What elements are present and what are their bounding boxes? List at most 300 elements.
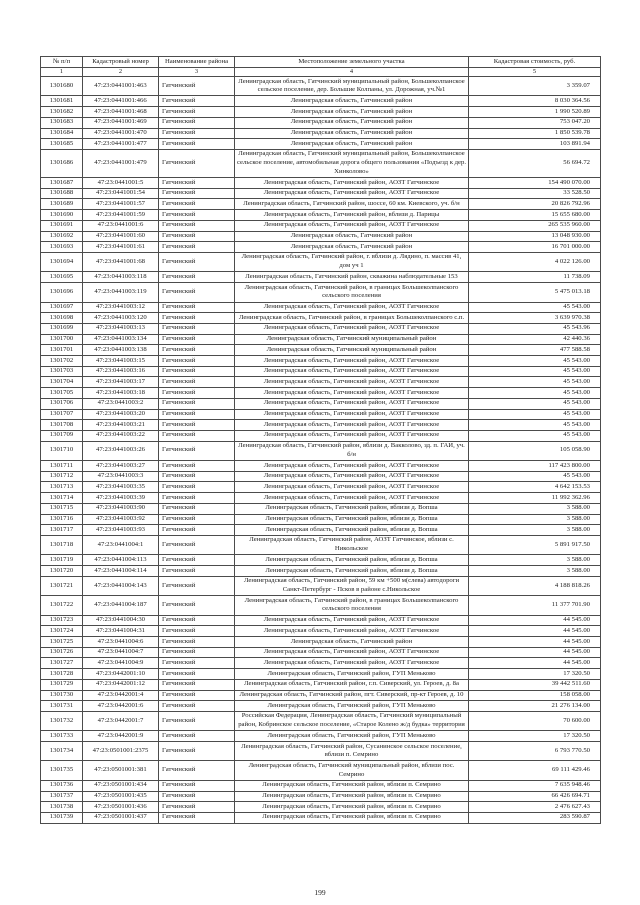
- table-body: [41, 77, 601, 824]
- value-cell: 103 891.94: [469, 139, 601, 150]
- district-cell: Гатчинский: [159, 711, 235, 730]
- cadastral-number-cell: 47:23:0441004:6: [83, 637, 159, 648]
- table-row: [41, 107, 601, 118]
- row-number-cell: 1301697: [41, 302, 83, 313]
- table-row: [41, 199, 601, 210]
- location-cell: Ленинградская область, Гатчинский район, вблизи п. Семрино: [235, 812, 469, 823]
- cadastral-number-cell: 47:23:0441003:90: [83, 503, 159, 514]
- table-row: [41, 535, 601, 554]
- row-number-cell: 1301695: [41, 272, 83, 283]
- table-row: [41, 441, 601, 460]
- location-cell: Ленинградская область, Гатчинский район, АОЗТ Гатчинское: [235, 388, 469, 399]
- district-cell: Гатчинский: [159, 802, 235, 813]
- value-cell: 69 111 429.46: [469, 761, 601, 780]
- row-number-cell: 1301722: [41, 596, 83, 615]
- row-number-cell: 1301704: [41, 377, 83, 388]
- table-row: [41, 334, 601, 345]
- value-cell: 70 600.00: [469, 711, 601, 730]
- district-cell: Гатчинский: [159, 96, 235, 107]
- table-row: [41, 220, 601, 231]
- value-cell: 4 022 126.00: [469, 252, 601, 271]
- district-cell: Гатчинский: [159, 199, 235, 210]
- cadastral-table: [40, 56, 601, 824]
- cadastral-number-cell: 47:23:0441003:13: [83, 323, 159, 334]
- table-row: [41, 117, 601, 128]
- location-cell: Ленинградская область, Гатчинский район: [235, 231, 469, 242]
- cadastral-number-cell: 47:23:0441004:1: [83, 535, 159, 554]
- value-cell: 20 826 792.96: [469, 199, 601, 210]
- district-cell: Гатчинский: [159, 441, 235, 460]
- cadastral-number-cell: 47:23:0441001:477: [83, 139, 159, 150]
- district-cell: Гатчинский: [159, 313, 235, 324]
- cadastral-number-cell: 47:23:0441001:468: [83, 107, 159, 118]
- cadastral-number-cell: 47:23:0441004:7: [83, 647, 159, 658]
- page-number: 199: [314, 888, 326, 897]
- column-header-location: Местоположение земельного участка: [235, 57, 469, 68]
- row-number-cell: 1301714: [41, 493, 83, 504]
- row-number-cell: 1301684: [41, 128, 83, 139]
- value-cell: 3 588.00: [469, 514, 601, 525]
- cadastral-number-cell: 47:23:0441003:26: [83, 441, 159, 460]
- cadastral-number-cell: 47:23:0441001:469: [83, 117, 159, 128]
- district-cell: Гатчинский: [159, 107, 235, 118]
- cadastral-number-cell: 47:23:0441001:479: [83, 149, 159, 177]
- row-number-cell: 1301694: [41, 252, 83, 271]
- value-cell: 56 694.72: [469, 149, 601, 177]
- location-cell: Ленинградская область, Гатчинский район, АОЗТ Гатчинское: [235, 615, 469, 626]
- location-cell: Ленинградская область, Гатчинский муниципальный район, Большеколпанское сельское поселение, дер. Большие Колпаны, ул. Дорожная, уч.№1: [235, 77, 469, 96]
- value-cell: 3 588.00: [469, 525, 601, 536]
- column-header-district: Наименование района: [159, 57, 235, 68]
- row-number-cell: 1301721: [41, 576, 83, 595]
- table-row: [41, 242, 601, 253]
- row-number-cell: 1301723: [41, 615, 83, 626]
- row-number-cell: 1301737: [41, 791, 83, 802]
- value-cell: 4 188 818.26: [469, 576, 601, 595]
- row-number-cell: 1301726: [41, 647, 83, 658]
- table-row: [41, 626, 601, 637]
- district-cell: Гатчинский: [159, 220, 235, 231]
- value-cell: 42 440.36: [469, 334, 601, 345]
- value-cell: 105 058.90: [469, 441, 601, 460]
- column-number: 3: [159, 67, 235, 76]
- row-number-cell: 1301720: [41, 566, 83, 577]
- value-cell: 2 476 627.43: [469, 802, 601, 813]
- location-cell: Ленинградская область, Гатчинский район, в границах Большеколпанского сельского поселения: [235, 283, 469, 302]
- cadastral-number-cell: 47:23:0442001:6: [83, 701, 159, 712]
- row-number-cell: 1301689: [41, 199, 83, 210]
- location-cell: Ленинградская область, Гатчинский район, АОЗТ Гатчинское: [235, 366, 469, 377]
- location-cell: Ленинградская область, Гатчинский район, АОЗТ Гатчинское: [235, 188, 469, 199]
- cadastral-number-cell: 47:23:0441004:143: [83, 576, 159, 595]
- table-row: [41, 210, 601, 221]
- row-number-cell: 1301724: [41, 626, 83, 637]
- value-cell: 5 891 917.50: [469, 535, 601, 554]
- location-cell: Ленинградская область, Гатчинский район, АОЗТ Гатчинское: [235, 647, 469, 658]
- location-cell: Ленинградская область, Гатчинский район, АОЗТ Гатчинское, вблизи с. Никольское: [235, 535, 469, 554]
- value-cell: 45 543.00: [469, 377, 601, 388]
- value-cell: 45 543.00: [469, 366, 601, 377]
- district-cell: Гатчинский: [159, 388, 235, 399]
- value-cell: 16 701 000.00: [469, 242, 601, 253]
- location-cell: Ленинградская область, Гатчинский район: [235, 107, 469, 118]
- row-number-cell: 1301687: [41, 178, 83, 189]
- row-number-cell: 1301702: [41, 356, 83, 367]
- district-cell: Гатчинский: [159, 514, 235, 525]
- table-row: [41, 461, 601, 472]
- location-cell: Ленинградская область, Гатчинский район, вблизи д. Парицы: [235, 210, 469, 221]
- cadastral-number-cell: 47:23:0441001:466: [83, 96, 159, 107]
- table-row: [41, 690, 601, 701]
- row-number-cell: 1301709: [41, 430, 83, 441]
- table-row: [41, 761, 601, 780]
- location-cell: Ленинградская область, Гатчинский район, АОЗТ Гатчинское: [235, 409, 469, 420]
- cadastral-number-cell: 47:23:0441001:61: [83, 242, 159, 253]
- value-cell: 44 545.00: [469, 637, 601, 648]
- location-cell: Ленинградская область, Гатчинский муниципальный район, Большеколпанское сельское поселение, автомобильная дорога общего пользования «Подъезд к дер. Хинколово»: [235, 149, 469, 177]
- table-row: [41, 731, 601, 742]
- table-row: [41, 388, 601, 399]
- row-number-cell: 1301711: [41, 461, 83, 472]
- district-cell: Гатчинский: [159, 658, 235, 669]
- location-cell: Ленинградская область, Гатчинский район, шоссе, 60 км. Киевского, уч. б/н: [235, 199, 469, 210]
- location-cell: Ленинградская область, Гатчинский район, вблизи д. Вопша: [235, 555, 469, 566]
- table-row: [41, 566, 601, 577]
- column-number: 4: [235, 67, 469, 76]
- row-number-cell: 1301705: [41, 388, 83, 399]
- row-number-cell: 1301680: [41, 77, 83, 96]
- location-cell: Ленинградская область, Гатчинский район, скважина наблюдательные 153: [235, 272, 469, 283]
- cadastral-number-cell: 47:23:0441001:463: [83, 77, 159, 96]
- row-number-cell: 1301692: [41, 231, 83, 242]
- row-number-cell: 1301683: [41, 117, 83, 128]
- district-cell: Гатчинский: [159, 679, 235, 690]
- district-cell: Гатчинский: [159, 323, 235, 334]
- row-number-cell: 1301682: [41, 107, 83, 118]
- location-cell: Ленинградская область, Гатчинский район, АОЗТ Гатчинское: [235, 302, 469, 313]
- value-cell: 45 543.00: [469, 471, 601, 482]
- row-number-cell: 1301715: [41, 503, 83, 514]
- column-header-value: Кадастровая стоимость, руб.: [469, 57, 601, 68]
- district-cell: Гатчинский: [159, 366, 235, 377]
- district-cell: Гатчинский: [159, 461, 235, 472]
- district-cell: Гатчинский: [159, 761, 235, 780]
- cadastral-number-cell: 47:23:0441003:3: [83, 471, 159, 482]
- row-number-cell: 1301713: [41, 482, 83, 493]
- cadastral-number-cell: 47:23:0441003:2: [83, 398, 159, 409]
- table-row: [41, 430, 601, 441]
- row-number-cell: 1301706: [41, 398, 83, 409]
- district-cell: Гатчинский: [159, 178, 235, 189]
- location-cell: Ленинградская область, Гатчинский район, ГУП Меньково: [235, 731, 469, 742]
- cadastral-number-cell: 47:23:0442001:4: [83, 690, 159, 701]
- value-cell: 15 655 680.00: [469, 210, 601, 221]
- cadastral-number-cell: 47:23:0441003:20: [83, 409, 159, 420]
- district-cell: Гатчинский: [159, 398, 235, 409]
- value-cell: 45 543.00: [469, 356, 601, 367]
- row-number-cell: 1301701: [41, 345, 83, 356]
- location-cell: Ленинградская область, Гатчинский район, вблизи п. Семрино: [235, 802, 469, 813]
- cadastral-number-cell: 47:23:0441003:92: [83, 514, 159, 525]
- location-cell: Ленинградская область, Гатчинский район, вблизи п. Семрино: [235, 791, 469, 802]
- value-cell: 44 545.00: [469, 615, 601, 626]
- cadastral-number-cell: 47:23:0441001:57: [83, 199, 159, 210]
- value-cell: 45 543.00: [469, 430, 601, 441]
- table-row: [41, 493, 601, 504]
- cadastral-number-cell: 47:23:0441001:54: [83, 188, 159, 199]
- cadastral-number-cell: 47:23:0501001:436: [83, 802, 159, 813]
- location-cell: Ленинградская область, Гатчинский район, АОЗТ Гатчинское: [235, 493, 469, 504]
- value-cell: 3 639 970.38: [469, 313, 601, 324]
- table-row: [41, 576, 601, 595]
- table-row: [41, 555, 601, 566]
- row-number-cell: 1301730: [41, 690, 83, 701]
- table-header: [41, 57, 601, 77]
- location-cell: Ленинградская область, Гатчинский район: [235, 96, 469, 107]
- cadastral-number-cell: 47:23:0441003:118: [83, 272, 159, 283]
- district-cell: Гатчинский: [159, 576, 235, 595]
- location-cell: Ленинградская область, Гатчинский район: [235, 637, 469, 648]
- cadastral-number-cell: 47:23:0441003:17: [83, 377, 159, 388]
- row-number-cell: 1301729: [41, 679, 83, 690]
- row-number-cell: 1301731: [41, 701, 83, 712]
- district-cell: Гатчинский: [159, 615, 235, 626]
- table-row: [41, 313, 601, 324]
- value-cell: 45 543.96: [469, 323, 601, 334]
- row-number-cell: 1301710: [41, 441, 83, 460]
- table-row: [41, 398, 601, 409]
- row-number-cell: 1301712: [41, 471, 83, 482]
- location-cell: Ленинградская область, Гатчинский район, вблизи д. Вопша: [235, 514, 469, 525]
- district-cell: Гатчинский: [159, 149, 235, 177]
- value-cell: 6 793 770.50: [469, 742, 601, 761]
- table-row: [41, 471, 601, 482]
- table-row: [41, 711, 601, 730]
- table-row: [41, 356, 601, 367]
- location-cell: Ленинградская область, Гатчинский район, вблизи д. Вопша: [235, 503, 469, 514]
- district-cell: Гатчинский: [159, 669, 235, 680]
- table-row: [41, 77, 601, 96]
- column-header-index: № п/п: [41, 57, 83, 68]
- value-cell: 1 990 520.89: [469, 107, 601, 118]
- location-cell: Российская Федерация, Ленинградская область, Гатчинский муниципальный район, Кобринское сельское поселение, «Старое Колено ж/д будка» территория: [235, 711, 469, 730]
- value-cell: 45 543.00: [469, 420, 601, 431]
- table-row: [41, 679, 601, 690]
- table-row: [41, 780, 601, 791]
- row-number-cell: 1301738: [41, 802, 83, 813]
- district-cell: Гатчинский: [159, 471, 235, 482]
- column-number: 1: [41, 67, 83, 76]
- cadastral-number-cell: 47:23:0441001:470: [83, 128, 159, 139]
- row-number-cell: 1301693: [41, 242, 83, 253]
- table-row: [41, 272, 601, 283]
- location-cell: Ленинградская область, Гатчинский район, АОЗТ Гатчинское: [235, 658, 469, 669]
- location-cell: Ленинградская область, Гатчинский район: [235, 139, 469, 150]
- district-cell: Гатчинский: [159, 812, 235, 823]
- table-row: [41, 503, 601, 514]
- district-cell: Гатчинский: [159, 128, 235, 139]
- district-cell: Гатчинский: [159, 637, 235, 648]
- cadastral-number-cell: 47:23:0441001:6: [83, 220, 159, 231]
- district-cell: Гатчинский: [159, 283, 235, 302]
- cadastral-number-cell: 47:23:0441004:9: [83, 658, 159, 669]
- cadastral-number-cell: 47:23:0501001:381: [83, 761, 159, 780]
- table-row: [41, 409, 601, 420]
- district-cell: Гатчинский: [159, 430, 235, 441]
- district-cell: Гатчинский: [159, 535, 235, 554]
- table-row: [41, 658, 601, 669]
- table-row: [41, 377, 601, 388]
- district-cell: Гатчинский: [159, 503, 235, 514]
- value-cell: 117 423 800.00: [469, 461, 601, 472]
- district-cell: Гатчинский: [159, 302, 235, 313]
- value-cell: 5 475 013.18: [469, 283, 601, 302]
- table-row: [41, 647, 601, 658]
- row-number-cell: 1301696: [41, 283, 83, 302]
- location-cell: Ленинградская область, Гатчинский район, 59 км +500 м(слева) автодороги Санкт-Петербург - Псков в районе с.Никольское: [235, 576, 469, 595]
- row-number-cell: 1301688: [41, 188, 83, 199]
- table-row: [41, 812, 601, 823]
- cadastral-number-cell: 47:23:0441003:21: [83, 420, 159, 431]
- column-number-row: [41, 67, 601, 76]
- row-number-cell: 1301681: [41, 96, 83, 107]
- cadastral-number-cell: 47:23:0441003:93: [83, 525, 159, 536]
- district-cell: Гатчинский: [159, 409, 235, 420]
- cadastral-number-cell: 47:23:0441001:59: [83, 210, 159, 221]
- district-cell: Гатчинский: [159, 231, 235, 242]
- cadastral-number-cell: 47:23:0501001:2375: [83, 742, 159, 761]
- location-cell: Ленинградская область, Гатчинский район, пгт. Сиверский, пр-кт Героев, д. 10: [235, 690, 469, 701]
- district-cell: Гатчинский: [159, 780, 235, 791]
- district-cell: Гатчинский: [159, 356, 235, 367]
- cadastral-number-cell: 47:23:0441004:113: [83, 555, 159, 566]
- value-cell: 17 320.50: [469, 669, 601, 680]
- table-row: [41, 302, 601, 313]
- value-cell: 21 276 134.00: [469, 701, 601, 712]
- table-row: [41, 149, 601, 177]
- district-cell: Гатчинский: [159, 345, 235, 356]
- cadastral-number-cell: 47:23:0441003:15: [83, 356, 159, 367]
- cadastral-number-cell: 47:23:0442001:10: [83, 669, 159, 680]
- district-cell: Гатчинский: [159, 210, 235, 221]
- row-number-cell: 1301717: [41, 525, 83, 536]
- header-row: [41, 57, 601, 68]
- value-cell: 3 588.00: [469, 566, 601, 577]
- value-cell: 3 588.00: [469, 503, 601, 514]
- location-cell: Ленинградская область, Гатчинский район, вблизи д. Вакколово, зд. п. ГАИ, уч. б/н: [235, 441, 469, 460]
- district-cell: Гатчинский: [159, 555, 235, 566]
- cadastral-number-cell: 47:23:0441003:120: [83, 313, 159, 324]
- value-cell: 7 635 948.46: [469, 780, 601, 791]
- cadastral-number-cell: 47:23:0441003:138: [83, 345, 159, 356]
- district-cell: Гатчинский: [159, 690, 235, 701]
- location-cell: Ленинградская область, Гатчинский район, ГУП Меньково: [235, 669, 469, 680]
- cadastral-number-cell: 47:23:0441003:22: [83, 430, 159, 441]
- value-cell: 44 545.00: [469, 658, 601, 669]
- row-number-cell: 1301728: [41, 669, 83, 680]
- value-cell: 4 642 153.53: [469, 482, 601, 493]
- value-cell: 283 590.87: [469, 812, 601, 823]
- location-cell: Ленинградская область, Гатчинский район, АОЗТ Гатчинское: [235, 323, 469, 334]
- row-number-cell: 1301686: [41, 149, 83, 177]
- location-cell: Ленинградская область, Гатчинский район: [235, 242, 469, 253]
- table-row: [41, 178, 601, 189]
- row-number-cell: 1301691: [41, 220, 83, 231]
- row-number-cell: 1301718: [41, 535, 83, 554]
- value-cell: 11 377 701.90: [469, 596, 601, 615]
- value-cell: 45 543.00: [469, 409, 601, 420]
- district-cell: Гатчинский: [159, 77, 235, 96]
- cadastral-number-cell: 47:23:0441003:16: [83, 366, 159, 377]
- district-cell: Гатчинский: [159, 525, 235, 536]
- row-number-cell: 1301725: [41, 637, 83, 648]
- table-row: [41, 701, 601, 712]
- value-cell: 17 320.50: [469, 731, 601, 742]
- value-cell: 3 588.00: [469, 555, 601, 566]
- row-number-cell: 1301735: [41, 761, 83, 780]
- location-cell: Ленинградская область, Гатчинский район: [235, 128, 469, 139]
- table-row: [41, 139, 601, 150]
- district-cell: Гатчинский: [159, 626, 235, 637]
- value-cell: 158 058.00: [469, 690, 601, 701]
- district-cell: Гатчинский: [159, 701, 235, 712]
- row-number-cell: 1301703: [41, 366, 83, 377]
- row-number-cell: 1301700: [41, 334, 83, 345]
- cadastral-number-cell: 47:23:0501001:434: [83, 780, 159, 791]
- district-cell: Гатчинский: [159, 731, 235, 742]
- location-cell: Ленинградская область, Гатчинский район, АОЗТ Гатчинское: [235, 398, 469, 409]
- column-number: 5: [469, 67, 601, 76]
- cadastral-number-cell: 47:23:0501001:435: [83, 791, 159, 802]
- table-row: [41, 525, 601, 536]
- table-row: [41, 669, 601, 680]
- district-cell: Гатчинский: [159, 188, 235, 199]
- table-row: [41, 231, 601, 242]
- district-cell: Гатчинский: [159, 647, 235, 658]
- cadastral-number-cell: 47:23:0441001:68: [83, 252, 159, 271]
- district-cell: Гатчинский: [159, 117, 235, 128]
- cadastral-number-cell: 47:23:0441003:27: [83, 461, 159, 472]
- table-row: [41, 742, 601, 761]
- location-cell: Ленинградская область, Гатчинский район, АОЗТ Гатчинское: [235, 461, 469, 472]
- value-cell: 39 442 511.60: [469, 679, 601, 690]
- table-row: [41, 96, 601, 107]
- row-number-cell: 1301719: [41, 555, 83, 566]
- location-cell: Ленинградская область, Гатчинский район, вблизи п. Семрино: [235, 780, 469, 791]
- table-row: [41, 128, 601, 139]
- row-number-cell: 1301707: [41, 409, 83, 420]
- cadastral-number-cell: 47:23:0441001:5: [83, 178, 159, 189]
- cadastral-number-cell: 47:23:0441003:39: [83, 493, 159, 504]
- cadastral-number-cell: 47:23:0441004:30: [83, 615, 159, 626]
- location-cell: Ленинградская область, Гатчинский район, вблизи д. Вопша: [235, 566, 469, 577]
- table-row: [41, 482, 601, 493]
- value-cell: 44 545.00: [469, 647, 601, 658]
- column-header-cadastral-number: Кадастровый номер: [83, 57, 159, 68]
- table-row: [41, 188, 601, 199]
- value-cell: 33 528.50: [469, 188, 601, 199]
- cadastral-number-cell: 47:23:0442001:9: [83, 731, 159, 742]
- row-number-cell: 1301739: [41, 812, 83, 823]
- location-cell: Ленинградская область, Гатчинский район, АОЗТ Гатчинское: [235, 178, 469, 189]
- cadastral-number-cell: 47:23:0441003:134: [83, 334, 159, 345]
- value-cell: 3 359.07: [469, 77, 601, 96]
- value-cell: 1 850 539.78: [469, 128, 601, 139]
- table-row: [41, 323, 601, 334]
- value-cell: 45 543.00: [469, 398, 601, 409]
- location-cell: Ленинградская область, Гатчинский район, в границах Большеколпанского с.п.: [235, 313, 469, 324]
- column-number: 2: [83, 67, 159, 76]
